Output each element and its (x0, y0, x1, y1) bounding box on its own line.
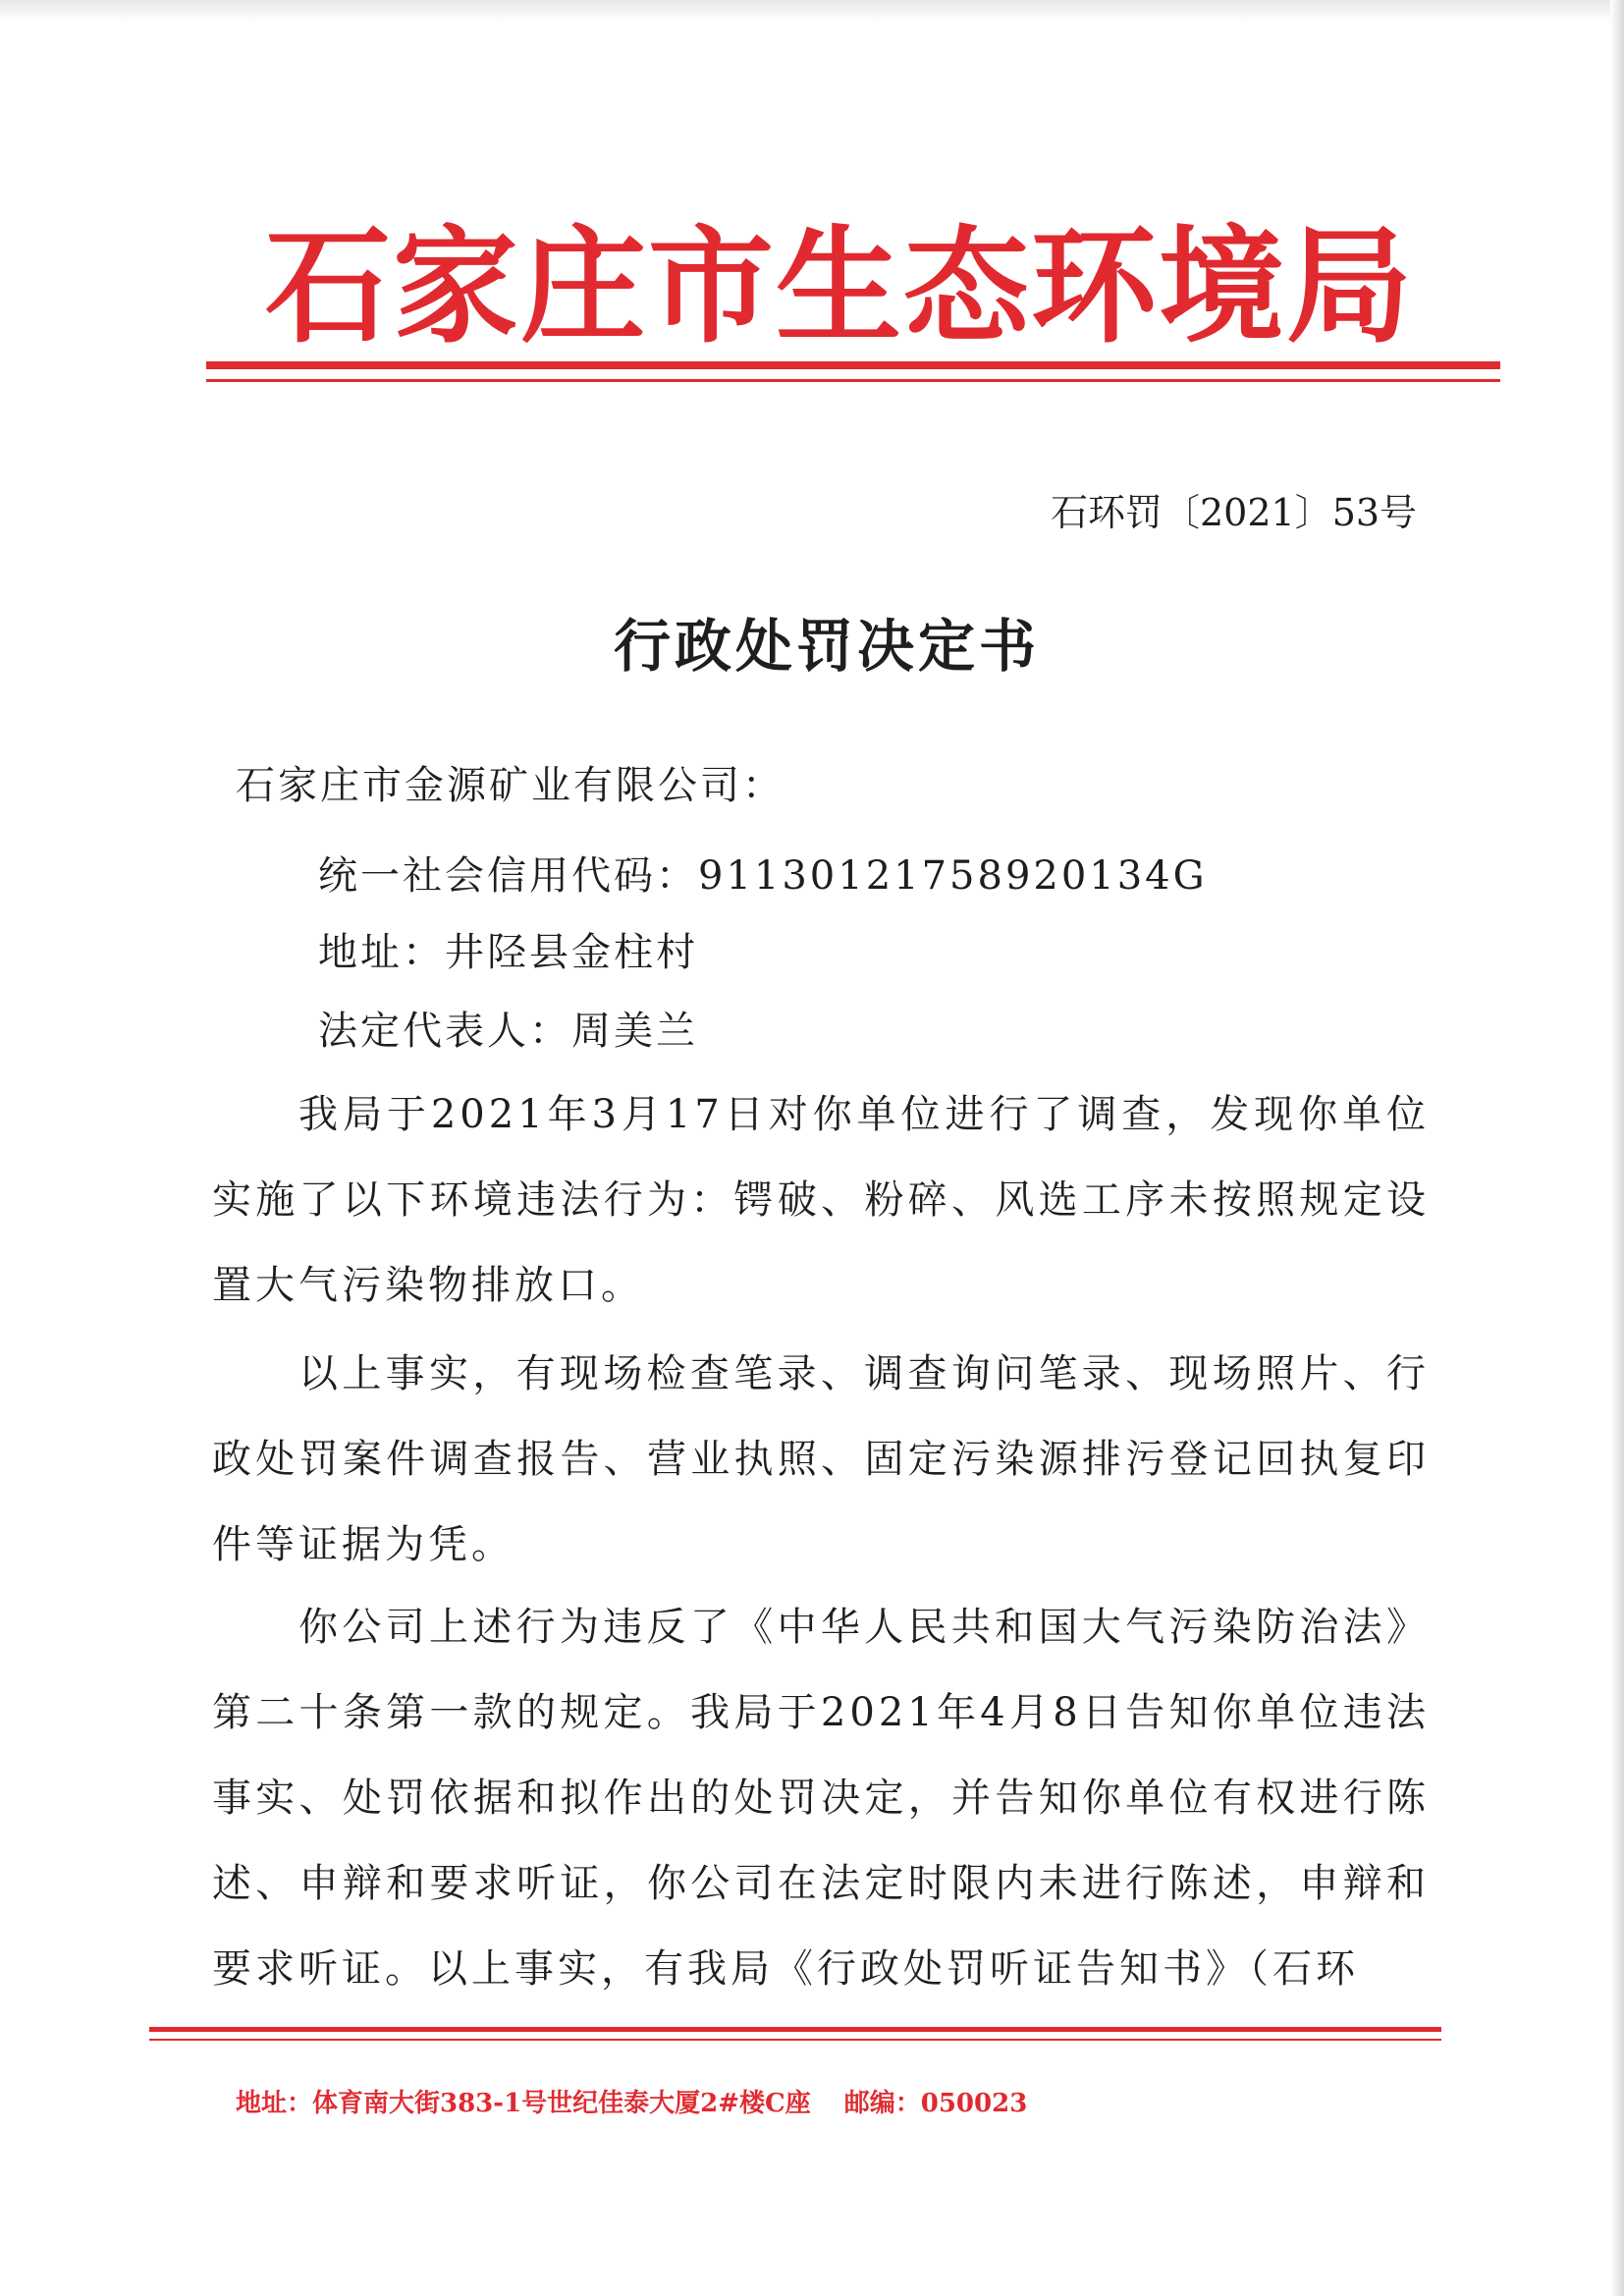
footer-contact (236, 2084, 1027, 2123)
footer-address: 地址：体育南大街383-1号世纪佳泰大厦2#楼C座 (236, 2089, 811, 2118)
scan-edge-top (0, 0, 1624, 22)
footer-rule-thin (149, 2039, 1441, 2041)
letterhead-agency-name: 石家庄市生态环境局 (265, 214, 1415, 360)
body-paragraph-violation: 你公司上述行为违反了《中华人民共和国大气污染防治法》第二十条第一款的规定。我局于2021年4月8日告知你单位违法事实、处罚依据和拟作出的处罚决定，并告知你单位有权进行陈述、申辩和要求听证，你公司在法定时限内未进行陈述，申辩和要求听证。以上事实，有我局《行政处罚听证告知书》（石环 (212, 1605, 1430, 1992)
credit-code-line: 统一社会信用代码：91130121758920134G (318, 853, 1208, 899)
footer-rule-thick (149, 2027, 1441, 2032)
scan-edge-right (1610, 0, 1624, 2296)
footer-postal-code: 邮编：050023 (843, 2089, 1028, 2118)
recipient-name: 石家庄市金源矿业有限公司： (236, 763, 785, 808)
body-paragraph-evidence: 以上事实，有现场检查笔录、调查询问笔录、现场照片、行政处罚案件调查报告、营业执照、固定污染源排污登记回执复印件等证据为凭。 (212, 1351, 1430, 1567)
document-title: 行政处罚决定书 (613, 613, 1040, 680)
letterhead-rule-thick (206, 361, 1500, 369)
letterhead-rule-thin (206, 379, 1500, 382)
address-line: 地址：井陉县金柱村 (318, 930, 698, 975)
body-paragraph-investigation: 我局于2021年3月17日对你单位进行了调查，发现你单位实施了以下环境违法行为：锷破、粉碎、风选工序未按照规定设置大气污染物排放口。 (212, 1092, 1430, 1308)
document-number: 石环罚〔2021〕53号 (1051, 491, 1418, 534)
representative-line: 法定代表人：周美兰 (318, 1009, 698, 1054)
